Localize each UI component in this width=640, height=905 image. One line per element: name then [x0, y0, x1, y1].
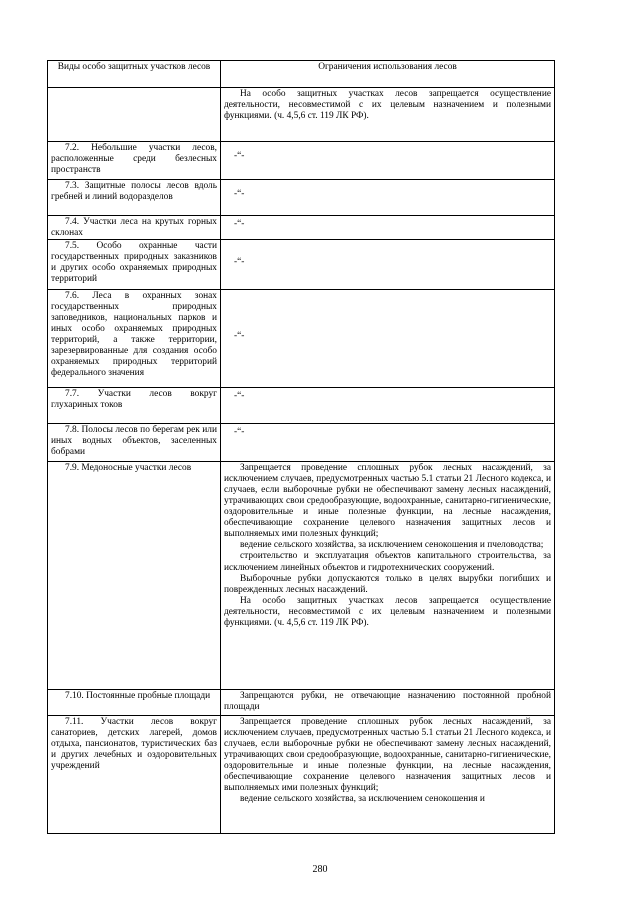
ditto-mark: -“-: [234, 257, 245, 268]
table-header-row: [48, 61, 555, 88]
restriction-cell: [221, 424, 555, 462]
area-type-text: 7.9. Медоносные участки лесов: [65, 463, 192, 474]
ditto-mark: -“-: [234, 151, 245, 161]
table-row: [48, 240, 555, 290]
area-type-cell: [48, 216, 221, 240]
area-type-text: 7.2. Небольшие участки лесов, расположенные среди безлесных пространств: [51, 143, 217, 176]
restriction-cell: [221, 388, 555, 424]
area-type-cell: [48, 716, 221, 834]
restriction-cell: [221, 88, 555, 142]
col-header-restrictions: Ограничения использования лесов: [221, 61, 555, 88]
table-row: [48, 290, 555, 388]
area-type-text: 7.10. Постоянные пробные площади: [65, 691, 211, 702]
area-type-cell: [48, 290, 221, 388]
area-type-text: 7.6. Леса в охранных зонах государственных природных заповедников, национальных парков и иных особо охраняемых природных территорий, а также территории, зарезервированные для создания особо охраняемых природных территорий федерального значения: [51, 291, 217, 379]
col-header-protected-areas: Виды особо защитных участков лесов: [48, 61, 221, 88]
page-number: 280: [312, 864, 328, 875]
table-row: [48, 690, 555, 716]
restriction-paragraph: строительство и эксплуатация объектов капитального строительства, за исключением линейных объектов и гидротехнических сооружений.: [224, 551, 551, 573]
restriction-cell: [221, 180, 555, 216]
table-row: [48, 716, 555, 834]
area-type-cell: [48, 88, 221, 142]
restriction-paragraph: ведение сельского хозяйства, за исключением сенокошения и: [240, 794, 485, 805]
table-row: [48, 216, 555, 240]
area-type-text: 7.5. Особо охранные части государственных природных заказников и других особо охраняемых природных территорий: [51, 241, 217, 285]
area-type-cell: [48, 388, 221, 424]
area-type-text: 7.4. Участки леса на крутых горных склонах: [51, 217, 217, 239]
restriction-paragraph: ведение сельского хозяйства, за исключением сенокошения и пчеловодства;: [240, 540, 544, 551]
restriction-paragraph: Запрещается проведение сплошных рубок лесных насаждений, за исключением случаев, предусмотренных частью 5.1 статьи 21 Лесного кодекса, и случаев, если выборочные рубки не обеспечивают замену лесных насаждений, утрачивающих свои средообразующие, водоохранные, санитарно-гигиенические, оздоровительные и иные полезные функции, на лесные насаждения, обеспечивающие сохранение целевого назначения защитных лесов и выполняемых ими полезных функций;: [224, 717, 551, 794]
area-type-text: 7.7. Участки лесов вокруг глухариных токов: [51, 389, 217, 411]
area-type-text: 7.8. Полосы лесов по берегам рек или иных водных объектов, заселенных бобрами: [51, 425, 217, 458]
restriction-paragraph: Выборочные рубки допускаются только в целях вырубки погибших и поврежденных лесных насаждений.: [224, 573, 551, 595]
area-type-cell: [48, 142, 221, 180]
restriction-cell: [221, 290, 555, 388]
restriction-cell: [221, 462, 555, 690]
area-type-text: 7.11. Участки лесов вокруг санаториев, детских лагерей, домов отдыха, пансионатов, туристических баз и других лечебных и оздоровительных учреждений: [51, 717, 217, 772]
area-type-cell: [48, 690, 221, 716]
ditto-mark: -“-: [234, 427, 245, 438]
restriction-paragraph: На особо защитных участках лесов запрещается осуществление деятельности, несовместимой с их целевым назначением и полезными функциями. (ч. 4,5,6 ст. 119 ЛК РФ).: [224, 595, 551, 628]
ditto-mark: -“-: [234, 189, 245, 199]
table-row: [48, 388, 555, 424]
forest-restrictions-table: [47, 60, 555, 834]
restriction-cell: [221, 216, 555, 240]
restriction-cell: [221, 690, 555, 716]
restriction-cell: [221, 142, 555, 180]
area-type-cell: [48, 424, 221, 462]
area-type-cell: [48, 240, 221, 290]
restriction-paragraph: Запрещаются рубки, не отвечающие назначению постоянной пробной площади: [224, 691, 551, 713]
table-row: [48, 180, 555, 216]
ditto-mark: -“-: [234, 219, 245, 229]
ditto-mark: -“-: [234, 331, 245, 342]
restriction-cell: [221, 240, 555, 290]
area-type-text: 7.3. Защитные полосы лесов вдоль гребней и линий водоразделов: [51, 181, 217, 203]
restriction-cell: [221, 716, 555, 834]
table-row: [48, 424, 555, 462]
restriction-paragraph: Запрещается проведение сплошных рубок лесных насаждений, за исключением случаев, предусмотренных частью 5.1 статьи 21 Лесного кодекса, и случаев, если выборочные рубки не обеспечивают замену лесных насаждений, утрачивающих свои средообразующие, водоохранные, санитарно-гигиенические, оздоровительные и иные полезные функции, на лесные насаждения, обеспечивающие сохранение целевого назначения защитных лесов и выполняемых ими полезных функций;: [224, 463, 551, 540]
table-row: [48, 142, 555, 180]
table-row: [48, 88, 555, 142]
table-row: [48, 462, 555, 690]
restriction-paragraph: На особо защитных участках лесов запрещается осуществление деятельности, несовместимой с их целевым назначением и полезными функциями. (ч. 4,5,6 ст. 119 ЛК РФ).: [224, 89, 551, 122]
ditto-mark: -“-: [234, 391, 245, 402]
area-type-cell: [48, 180, 221, 216]
area-type-cell: [48, 462, 221, 690]
